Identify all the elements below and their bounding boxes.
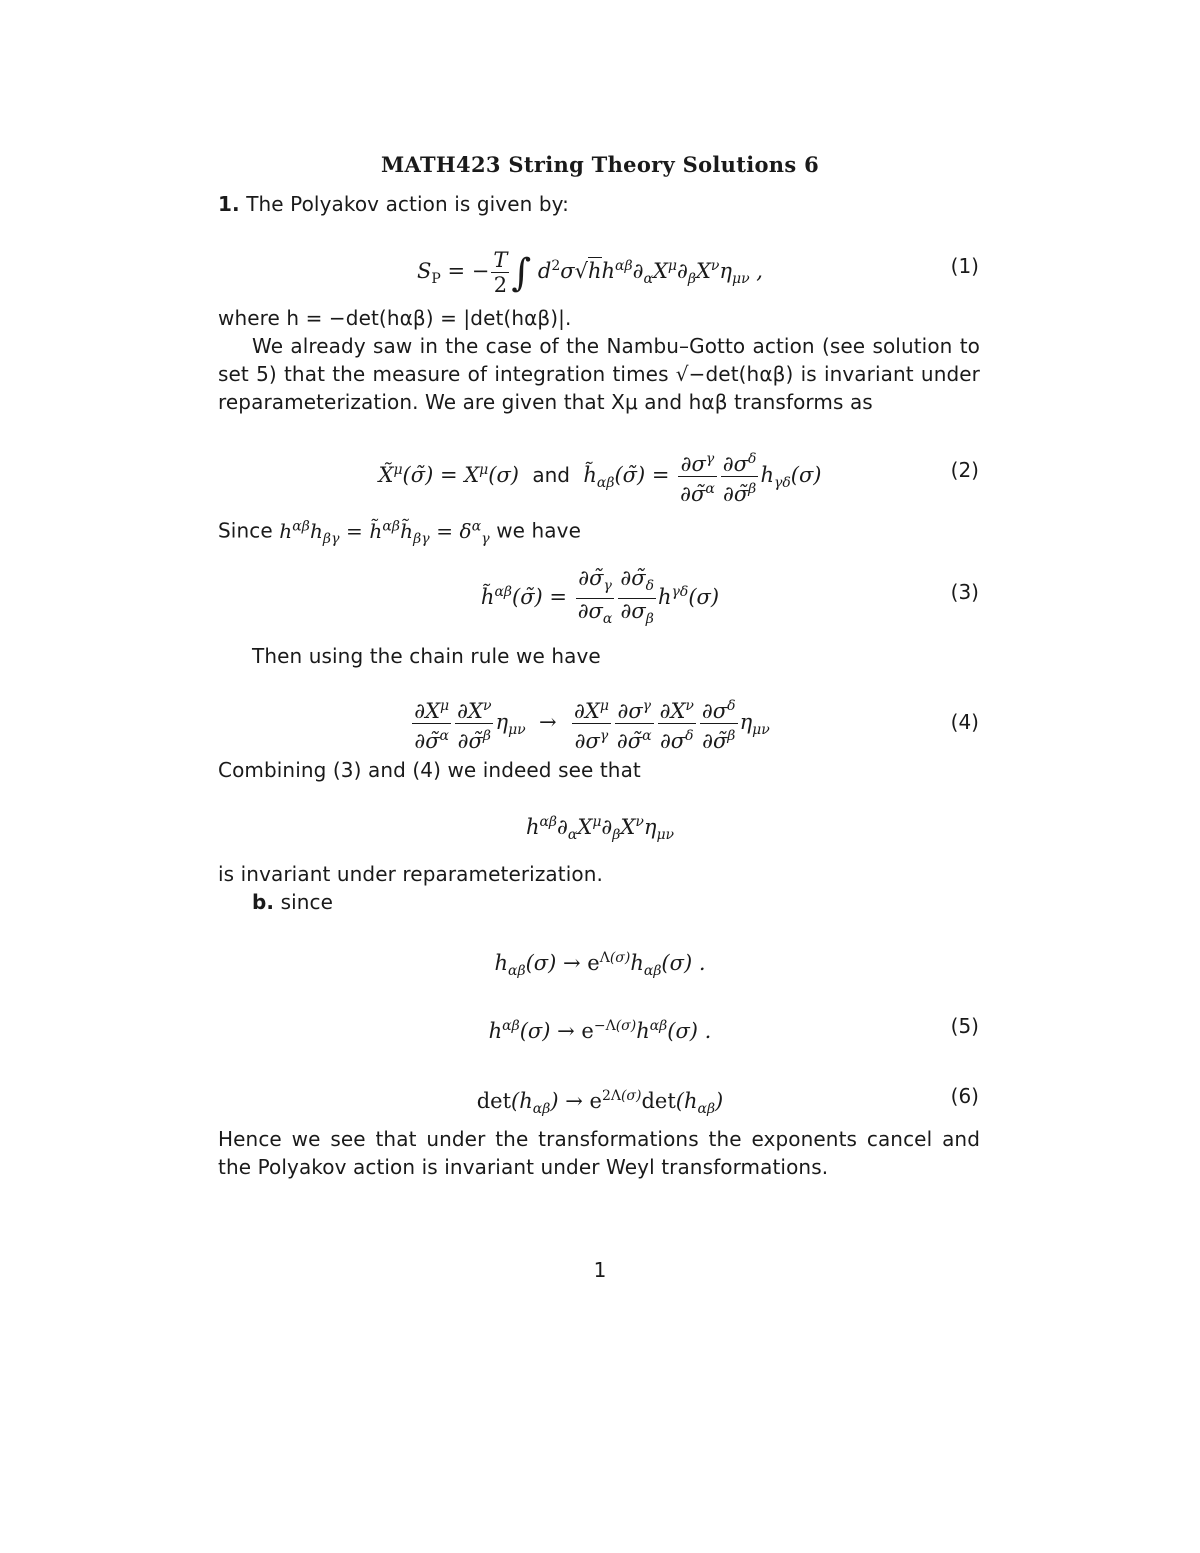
equation-4-number: (4): [950, 710, 979, 734]
equation-6-number: (6): [950, 1084, 979, 1108]
page-number: 1: [593, 1258, 607, 1282]
equation-1-number: (1): [950, 254, 979, 278]
part-b-text: since: [280, 890, 334, 914]
equation-invariant: $h^{\alpha\beta}\partial_\alpha X^\mu\partial_\beta X^\nu\eta_{\mu\nu}$: [525, 814, 675, 844]
combining-text: Combining (3) and (4) we indeed see that: [218, 758, 641, 782]
we-have-text: we have: [496, 518, 581, 543]
part-b: [218, 888, 980, 916]
problem-intro: [218, 190, 980, 218]
part-b-label: b.: [252, 890, 275, 914]
equation-5: $h^{\alpha\beta}(\sigma) \to e^{-\Lambda(\sigma)}h^{\alpha\beta}(\sigma)$ . (5): [0, 996, 1200, 1056]
since-text: Since: [218, 518, 273, 543]
conclusion-paragraph: Hence we see that under the transformations the exponents cancel and the Polyakov action is invariant under Weyl transformations.: [218, 1127, 980, 1179]
since-line: Since $h^{\alpha\beta}h_{\beta\gamma}$ = $h̃^{\alpha\beta}h̃_{\beta\gamma} = \delta^\alpha_\gamma$ we have: [218, 518, 581, 547]
equation-4: $\frac{\partial X^\mu}{\partial\sigmã^\alpha}$ $\frac{\partial X^\nu}{\partial\sigmã^\beta}$ $\eta_{\mu\nu}$ → $\frac{\partial X^\mu}{\partial\sigma^\gamma}$ $\frac{\partial\sigma^\gamma}{\partial\sigmã^\alpha}$ $\frac{\partial X^\nu}{\partial\sigma^\delta}$ $\frac{\partial\sigma^\delta}{\partial\sigmã^\beta}$ $\eta_{\mu\nu}$ (4): [0, 692, 1200, 752]
page-title: MATH423 String Theory Solutions 6: [380, 152, 820, 177]
problem-label: 1.: [218, 192, 240, 216]
equation-2: X̃$^\mu$(σ̃) = $X^\mu(\sigma)$ and $h̃_{\alpha\beta}(\sigmã)$ = $\frac{\partial\sigma^\gamma}{\partial\sigmã^\alpha}$ $\frac{\partial\sigma^\delta}{\partial\sigmã^\beta}$ $h_{\gamma\delta}(\sigma)$ (2): [0, 440, 1200, 500]
equation-6: $\det(h_{\alpha\beta}) \to e^{2\Lambda(\sigma)}\det(h_{\alpha\beta})$ (6): [0, 1066, 1200, 1126]
equation-weyl-lower: $h_{\alpha\beta}(\sigma) \to e^{\Lambda(\sigma)}h_{\alpha\beta}(\sigma)$ .: [494, 950, 706, 980]
paragraph-measure: We already saw in the case of the Nambu–Gotto action (see solution to set 5) that the measure of integration times √−det(hαβ) is invariant under reparameterization. We are given that Xμ and hαβ transforms as: [218, 334, 980, 414]
intro-text: The Polyakov action is given by:: [246, 192, 569, 216]
equation-1: $S_P$ = − $\frac{T}{2}$ ∫ $d^2\sigma√hh^{\alpha\beta}\partial_\alpha X^\mu\partial_\beta X^\nu\eta_{\mu\nu}$ , (1): [0, 236, 1200, 296]
equation-2-number: (2): [950, 458, 979, 482]
chain-rule-text: Then using the chain rule we have: [252, 644, 601, 668]
equation-3: h̃$^{\alpha\beta}$(σ̃) = $\frac{\partial\sigmã_\gamma}{\partial\sigma_\alpha}$ $\frac{\partial\sigmã_\delta}{\partial\sigma_\beta}$ $h^{\gamma\delta}(\sigma)$ (3): [0, 562, 1200, 622]
equation-3-number: (3): [950, 580, 979, 604]
eq2-and: and: [532, 463, 570, 487]
where-line: where h = −det(hαβ) = |det(hαβ)|.: [218, 306, 572, 330]
invariant-line: is invariant under reparameterization.: [218, 862, 603, 886]
equation-5-number: (5): [950, 1014, 979, 1038]
